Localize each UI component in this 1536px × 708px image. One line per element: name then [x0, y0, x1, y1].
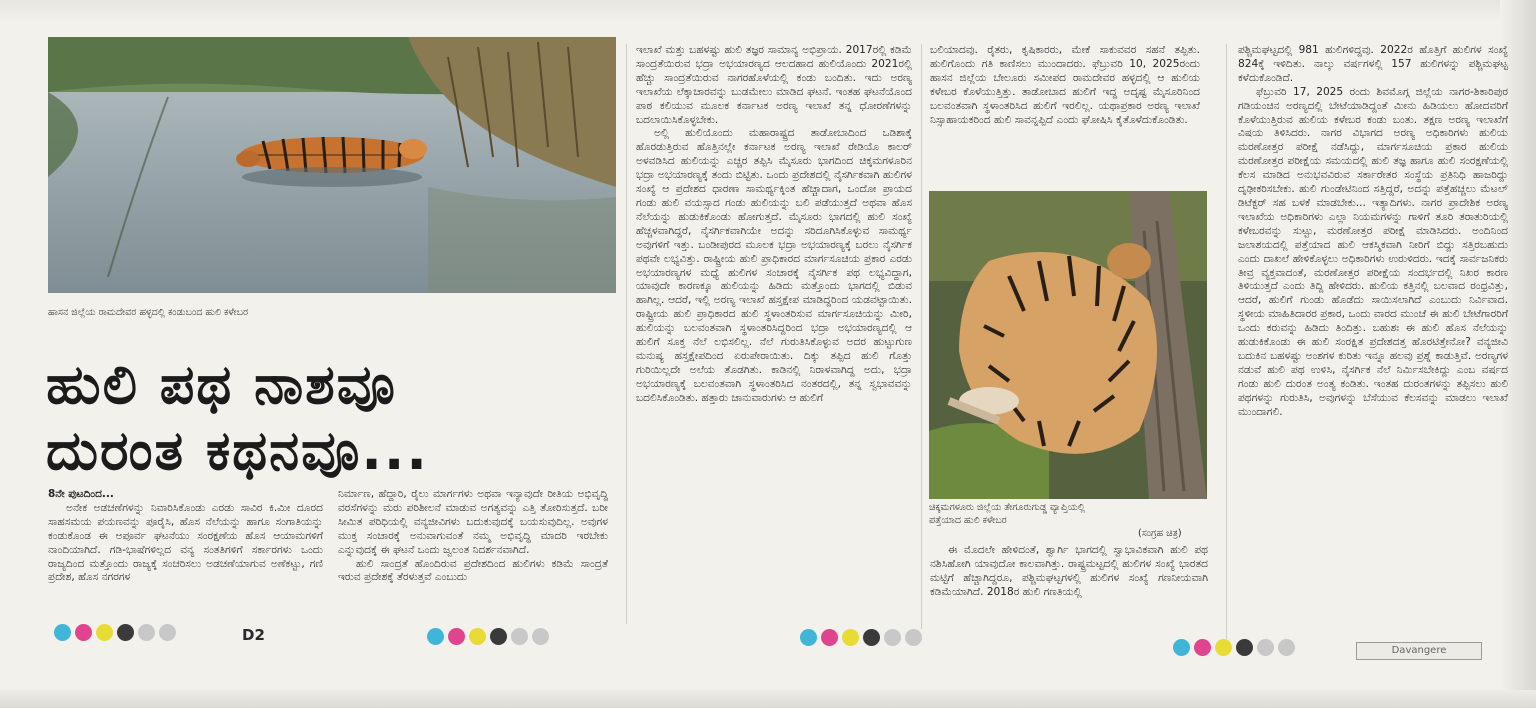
register-dot	[138, 624, 155, 641]
photo2-caption: ಚಿಕ್ಕಮಗಳೂರು ಜಿಲ್ಲೆಯ ತೇಗೂರುಗುಡ್ಡ ವ್ಯಾಪ್ತಿಯಲ್ಲಿ ಪತ್ತೆಯಾದ ಹುಲಿ ಕಳೇಬರ	[929, 502, 1085, 526]
article-paragraph: ಅನೇಕ ಅಡಚಣೆಗಳನ್ನು ನಿವಾರಿಸಿಕೊಂಡು ಎರಡು ಸಾವಿರ ಕಿ.ಮೀ ದೂರದ ಸಾಹಸಮಯ ಪಯಣವನ್ನು ಪೂರೈಸಿ, ಹೊಸ ನೆಲೆಯನ್ನು ಹಾಗೂ ಸಂಗಾತಿಯನ್ನು ಕಂಡುಕೊಂಡ ಈ ಅಪೂರ್ವ ಘಟನೆಯು ಸಂರಕ್ಷಣೆಯ ಹೊಸ ಆಯಾಮಗಳಿಗೆ ನಾಂದಿಯಾಗಿದೆ. ಗಡಿ-ಭಾಷೆಗಳಿಲ್ಲದ ವನ್ಯ ಸಂತತಿಗಳಿಗೆ ಸರ್ಕಾರಗಳು ಒಂದು ರಾಜ್ಯದಿಂದ ಮತ್ತೊಂದು ರಾಜ್ಯಕ್ಕೆ ಸಂಚರಿಸಲು ಅಡಚಣೆಯಾಗುವ ಅಣೆಕಟ್ಟು, ಗಣಿ ಪ್ರದೇಶ, ಹೊಸ ನಗರಗಳ	[48, 501, 323, 584]
headline-line2: ದುರಂತ ಕಥನವೂ...	[46, 419, 429, 482]
register-dot	[1278, 639, 1295, 656]
article-column-4	[930, 44, 1200, 184]
register-dot	[469, 628, 486, 645]
register-dot	[884, 629, 901, 646]
tiger-carcass-forest-photo	[929, 191, 1207, 499]
register-marks	[427, 628, 549, 645]
edition-label: Davangere	[1356, 642, 1482, 660]
register-dot	[159, 624, 176, 641]
register-dot	[511, 628, 528, 645]
register-dot	[75, 624, 92, 641]
article-column-3	[636, 44, 912, 622]
register-dot	[1257, 639, 1274, 656]
register-dot	[863, 629, 880, 646]
article-paragraph: ಫೆಬ್ರುವರಿ 17, 2025 ರಂದು ಶಿವಮೊಗ್ಗ ಜಿಲ್ಲೆಯ ನಾಗರ-ಶಿಕಾರಿಪುರ ಗಡಿಯಂಚಿನ ಅರಣ್ಯದಲ್ಲಿ ಬೇಟೆಯಾಡಿದ್ದಂತೆ ಮೀನು ಹಿಡಿಯಲು ಹೋದವರಿಗೆ ಕೊಳೆಯುತ್ತಿರುವ ಹುಲಿಯ ಕಳೇಬರ ಕಂಡು ಬಂತು. ತಕ್ಷಣ ಅರಣ್ಯ ಇಲಾಖೆಗೆ ವಿಷಯ ತಿಳಿಸಿದರು. ನಾಗರ ವಿಭಾಗದ ಅರಣ್ಯ ಅಧಿಕಾರಿಗಳು ಹುಲಿಯ ಮರಣೋತ್ತರ ಪರೀಕ್ಷೆ ನಡೆಸಿದ್ದು, ಮಾರ್ಗಸೂಚಿಯ ಪ್ರಕಾರ ಹುಲಿಯ ಮರಣೋತ್ತರ ಪರೀಕ್ಷೆಯ ಸಮಯದಲ್ಲಿ ಹುಲಿ ತಜ್ಞ ಹಾಗೂ ಹುಲಿ ಸಂರಕ್ಷಣೆಯಲ್ಲಿ ಕೆಲಸ ಮಾಡಿದ ಅನುಭವವಿರುವ ಸರ್ಕಾರೇತರ ಸಂಸ್ಥೆಯ ಪ್ರತಿನಿಧಿ ಹಾಜರಿದ್ದು ದೃಢೀಕರಿಸಬೇಕು. ಹುಲಿ ಗುಂಡೇಟಿನಿಂದ ಸತ್ತಿದ್ದರೆ, ಅದನ್ನು ಪತ್ತೆಹಚ್ಚಲು ಮೆಟಲ್ ಡಿಟೆಕ್ಟರ್ ಸಹ ಬಳಕೆ ಮಾಡಬೇಕು... ಇತ್ಯಾದಿಗಳು. ನಾಗರ ಪ್ರಾದೇಶಿಕ ಅರಣ್ಯ ಇಲಾಖೆಯ ಅಧಿಕಾರಿಗಳು ಎಲ್ಲಾ ನಿಯಮಗಳನ್ನು ಗಾಳಿಗೆ ತೂರಿ ತರಾತುರಿಯಲ್ಲಿ ಕಳೇಬರವನ್ನು ಸುಟ್ಟು, ಮರಣೋತ್ತರ ಪರೀಕ್ಷೆ ಮಾಡಿಸಿದರು. ಅಂದಿನಿಂದ ಜಲಾಶಯದಲ್ಲಿ ಪತ್ತೆಯಾದ ಹುಲಿ ಆಕಸ್ಮಿಕವಾಗಿ ನೀರಿಗೆ ಬಿದ್ದು ಸತ್ತಿರಬಹುದು ಎಂದು ದಾಖಲೆ ಹೇಳಿಕೊಳ್ಳಲು ಅಧಿಕಾರಿಗಳು ಉರುಳಿದರು. ಇದಕ್ಕೆ ಸಾರ್ವಜನಿಕರು ತೀವ್ರ ವ್ಯಕ್ತವಾದಂತೆ, ಮರಣೋತ್ತರ ಪರೀಕ್ಷೆಯ ಸಂದರ್ಭದಲ್ಲಿ ನಿಖರ ಕಾರಣ ತಿಳಿಯುತ್ತದೆ ಎಂದು ತಿದ್ದಿ ಹೇಳಿದರು. ಹುಲಿಯ ಕತ್ತಿನಲ್ಲಿ ಬಲವಾದ ರಂಧ್ರವಿತ್ತು, ಆದರೆ, ಹುಲಿಗೆ ಗುಂಡು ಹೊಡೆದು ಸಾಯಿಸಲಾಗಿದೆ ಎಂಬುದು ನಿರ್ವಿವಾದ. ಸ್ಥಳೀಯ ಮಾಹಿತಿದಾರರ ಪ್ರಕಾರ, ಒಂದು ವಾರದ ಮುಂಚೆ ಈ ಹುಲಿ ಬೇಟೆಗಾರರಿಗೆ ಒಂದು ಕರುವನ್ನು ಹಿಡಿದು ತಿಂದಿತ್ತು. ಬಹುಶಃ ಈ ಹುಲಿ ಹೊಸ ನೆಲೆಯನ್ನು ಹುಡುಕಿಕೊಂಡು ಈ ಹುಲಿ ಸಂರಕ್ಷಿತ ಪ್ರದೇಶದತ್ತ ಹೊರಟಿತ್ತೇನೋ? ವನ್ಯಜೀವಿ ಬದುಕಿನ ಬಹಳಷ್ಟು ಅಂಶಗಳ ಕುರಿತು ಇನ್ನೂ ಹಲವು ಪ್ರಶ್ನೆ ಕಾಡುತ್ತಿವೆ. ಅರಣ್ಯಗಳ ನಡುವೆ ಹುಲಿ ಪಥ ಉಳಿಸಿ, ನೈಸರ್ಗಿಕ ನೆಲೆ ನಿರ್ಮಿಸಬೇಕಿದ್ದು ಎಂಬ ವರ್ಷದ ಗಂಡು ಹುಲಿ ದುರಂತ ಅಂತ್ಯ ಕಂಡಿತು. ಇಂತಹ ದುರಂತಗಳನ್ನು ತಪ್ಪಿಸಲು ಹುಲಿ ಪಥಗಳನ್ನು ಗುರುತಿಸಿ, ಅವುಗಳನ್ನು ಬೆಸೆಯುವ ಕೆಲಸವನ್ನು ಮಾಡಲು ಇಲಾಖೆ ಮುಂದಾಗಲಿ.	[1238, 85, 1508, 418]
article-paragraph: ಇಲಾಖೆ ಮತ್ತು ಬಹಳಷ್ಟು ಹುಲಿ ತಜ್ಞರ ಸಾಮಾನ್ಯ ಅಭಿಪ್ರಾಯ. 2017ರಲ್ಲಿ ಕಡಿಮೆ ಸಾಂದ್ರತೆಯಿರುವ ಭದ್ರಾ ಅಭಯಾರಣ್ಯದ ಆಲದಹಾದ ಹುಲಿಯೊಂದು 2021ರಲ್ಲಿ ಹೆಚ್ಚು ಸಾಂದ್ರತೆಯಿರುವ ನಾಗರಹೊಳೆಯಲ್ಲಿ ಕಂಡು ಬಂದಿತು. ಇದು ಅರಣ್ಯ ಇಲಾಖೆಯ ಲೆಕ್ಕಾಚಾರವನ್ನು ಬುಡಮೇಲು ಮಾಡಿದ ಘಟನೆ. ಇಂತಹ ಘಟನೆಯೊಂದ ಪಾಠ ಕಲಿಯುವ ಮೂಲಕ ಕರ್ನಾಟಕ ಅರಣ್ಯ ಇಲಾಖೆ ತನ್ನ ಧೋರಣೆಗಳನ್ನು ಬದಲಾಯಿಸಿಕೊಳ್ಳಬೇಕು.	[636, 44, 912, 126]
headline-line1: ಹುಲಿ ಪಥ ನಾಶವೂ	[46, 353, 397, 416]
article-column-4-continued	[930, 544, 1208, 624]
photo1-caption: ಹಾಸನ ಜಿಲ್ಲೆಯ ರಾಮದೇವರ ಹಳ್ಳದಲ್ಲಿ ಕಂಡುಬಂದ ಹುಲಿ ಕಳೇಬರ	[48, 307, 249, 318]
column-rule	[626, 44, 627, 624]
bottom-shadow	[0, 690, 1536, 708]
tiger-carcass-water-photo	[48, 37, 616, 293]
article-paragraph: ಈ ಮೊದಲೇ ಹೇಳಿದಂತೆ, ಶ್ವಾರ್ಗಿ ಭಾಗದಲ್ಲಿ ಸ್ವಾಭಾವಿಕವಾಗಿ ಹುಲಿ ಪಥ ನಶಿಸಿಹೋಗಿ ಯಾವುದೋ ಕಾಲವಾಗಿತ್ತು. ರಾಷ್ಟ್ರಮಟ್ಟದಲ್ಲಿ ಹುಲಿಗಳ ಸಂಖ್ಯೆ ಭಾರತದ ಮಟ್ಟಿಗೆ ಹೆಚ್ಚಾಗಿದ್ದರೂ, ಪಶ್ಚಿಮಘಟ್ಟಗಳಲ್ಲಿ ಹುಲಿಗಳ ಸಂಖ್ಯೆ ಗಣನೀಯವಾಗಿ ಕಡಿಮೆಯಾಗಿದೆ. 2018ರ ಹುಲಿ ಗಣತಿಯಲ್ಲಿ	[930, 544, 1208, 598]
paper-fold-shadow	[0, 0, 1536, 22]
register-dot	[117, 624, 134, 641]
article-paragraph: ನಿರ್ಮಾಣ, ಹೆದ್ದಾರಿ, ರೈಲು ಮಾರ್ಗಗಳು ಅಥವಾ ಇನ್ಯಾವುದೇ ರೀತಿಯ ಅಭಿವೃದ್ಧಿ ವರಸೆಗಳನ್ನು ಮರು ಪರಿಶೀಲನೆ ಮಾಡುವ ಅಗತ್ಯವನ್ನು ಎತ್ತಿ ತೋರಿಸುತ್ತದೆ. ಬರೀ ಸೀಮಿತ ಪರಿಧಿಯಲ್ಲಿ ವನ್ಯಜೀವಿಗಳು ಬದುಕುವುದಕ್ಕೆ ಬಯಸುವುದಿಲ್ಲ. ಅವುಗಳ ಮುಕ್ತ ಸಂಚಾರಕ್ಕೆ ಅನುವಾಗುವಂತೆ ನಮ್ಮ ಅಭಿವೃದ್ಧಿ ಮಾದರಿ ಇರಬೇಕು ಎನ್ನುವುದಕ್ಕೆ ಈ ಘಟನೆ ಒಂದು ಜ್ವಲಂತ ನಿದರ್ಶನವಾಗಿದೆ.	[338, 488, 608, 556]
article-paragraph: ಬಲಿಯಾದವು. ರೈತರು, ಕೃಷಿಕಾರರು, ಮೇಕೆ ಸಾಕುವವರ ಸಹನೆ ತಪ್ಪಿತು. ಹುಲಿಗೊಂದು ಗತಿ ಕಾಣಿಸಲು ಮುಂದಾದರು. ಫೆಬ್ರುವರಿ 10, 2025ರಂದು ಹಾಸನ ಜಿಲ್ಲೆಯ ಬೇಲೂರು ಸಮೀಪದ ರಾಮದೇವರ ಹಳ್ಳದಲ್ಲಿ ಆ ಹುಲಿಯ ಕಳೇಬರ ಕೊಳೆಯುತ್ತಿತ್ತು. ತಾಡೋಬಾದ ಹುಲಿಗೆ ಇದ್ದ ಅದೃಷ್ಟ ಮೈಸೂರಿನಿಂದ ಬಲವಂತವಾಗಿ ಸ್ಥಳಾಂತರಿಸಿದ ಹುಲಿಗೆ ಇರಲಿಲ್ಲ. ಯಥಾಪ್ರಕಾರ ಅರಣ್ಯ ಇಲಾಖೆ ನಿಸ್ಸಾಹಾಯಕರಿಂದ ಹುಲಿ ಸಾವನ್ನಪ್ಪಿದೆ ಎಂದು ಘೋಷಿಸಿ ಕೈತೊಳೆದುಕೊಂಡಿತು.	[930, 44, 1200, 126]
register-marks	[54, 624, 176, 641]
register-dot	[821, 629, 838, 646]
article-column-2	[338, 488, 608, 620]
article-column-1	[48, 488, 323, 620]
register-dot	[448, 628, 465, 645]
register-dot	[1236, 639, 1253, 656]
page-number: D2	[242, 626, 265, 644]
register-dot	[1194, 639, 1211, 656]
register-dot	[800, 629, 817, 646]
column-rule	[921, 44, 922, 629]
register-dot	[427, 628, 444, 645]
register-marks	[800, 629, 922, 646]
register-dot	[490, 628, 507, 645]
register-dot	[905, 629, 922, 646]
column-rule	[1226, 44, 1227, 639]
register-dot	[1215, 639, 1232, 656]
article-paragraph: ಹುಲಿ ಸಾಂದ್ರತೆ ಹೊಂದಿರುವ ಪ್ರದೇಶದಿಂದ ಹುಲಿಗಳು ಕಡಿಮೆ ಸಾಂದ್ರತೆ ಇರುವ ಪ್ರದೇಶಕ್ಕೆ ತೆರಳುತ್ತವೆ ಎಂಬುದು	[338, 557, 608, 584]
article-column-5	[1238, 44, 1508, 637]
continued-dateline: 8ನೇ ಪುಟದಿಂದ...	[48, 488, 114, 500]
register-dot	[1173, 639, 1190, 656]
register-dot	[842, 629, 859, 646]
headline	[46, 352, 606, 484]
photo2-credit: (ಸಂಗ್ರಹ ಚಿತ್ರ)	[1138, 528, 1182, 539]
register-dot	[532, 628, 549, 645]
register-marks	[1173, 639, 1295, 656]
register-dot	[96, 624, 113, 641]
article-paragraph: ಅಲ್ಲಿ ಹುಲಿಯೊಂದು ಮಹಾರಾಷ್ಟ್ರದ ತಾಡೋಬಾದಿಂದ ಒಡಿಶಾಕ್ಕೆ ಹೊರಡುತ್ತಿರುವ ಹೊತ್ತಿನಲ್ಲೇ ಕರ್ನಾಟಕ ಅರಣ್ಯ ಇಲಾಖೆ ರೇಡಿಯೊ ಕಾಲರ್ ಅಳವಡಿಸಿದ ಹುಲಿಯನ್ನು ಎಚ್ಚರ ತಪ್ಪಿಸಿ ಮೈಸೂರು ಭಾಗದಿಂದ ಚಿಕ್ಕಮಗಳೂರಿನ ಭದ್ರಾ ಅಭಯಾರಣ್ಯಕ್ಕೆ ತಂದು ಬಿಟ್ಟಿತು. ಒಂದು ಪ್ರದೇಶದಲ್ಲಿ ನೈಸರ್ಗಿಕವಾಗಿ ಹುಲಿಗಳ ಸಂಖ್ಯೆ ಆ ಪ್ರದೇಶದ ಧಾರಣಾ ಸಾಮರ್ಥ್ಯಕ್ಕಿಂತ ಹೆಚ್ಚಾದಾಗ, ಒಂದೋ ಪ್ರಾಯದ ಗಂಡು ಹುಲಿ ವಯಸ್ಸಾದ ಗಂಡು ಹುಲಿಯನ್ನು ಬಲಿ ಪಡೆಯುತ್ತದೆ ಅಥವಾ ಹೊಸ ನೆಲೆಯನ್ನು ಹುಡುಕಿಕೊಂಡು ಹೋಗುತ್ತದೆ. ಮೈಸೂರು ಭಾಗದಲ್ಲಿ ಹುಲಿ ಸಂಖ್ಯೆ ಹೆಚ್ಚಳವಾಗಿದ್ದರೆ, ನೈಸರ್ಗಿಕವಾಗಿಯೇ ಅದನ್ನು ಸರಿದೂಗಿಸಿಕೊಳ್ಳುವ ಸಾಮರ್ಥ್ಯ ಅವುಗಳಿಗೆ ಇತ್ತು. ಬಂಡೀಪುರದ ಮೂಲಕ ಭದ್ರಾ ಅಭಯಾರಣ್ಯಕ್ಕೆ ಬರಲು ನೈಸರ್ಗಿಕ ಪಥವೇ ಲಭ್ಯವಿತ್ತು. ರಾಷ್ಟ್ರೀಯ ಹುಲಿ ಪ್ರಾಧಿಕಾರದ ಮಾರ್ಗಸೂಚಿಯ ಪ್ರಕಾರ ಎರಡು ಅಭಯಾರಣ್ಯಗಳ ಮಧ್ಯೆ ಹುಲಿಗಳ ಸಂಚಾರಕ್ಕೆ ನೈಸರ್ಗಿಕ ಪಥ ಲಭ್ಯವಿದ್ದಾಗ, ಯಾವುದೇ ಕಾರಣಕ್ಕೂ ಹುಲಿಯನ್ನು ಹಿಡಿದು ಮತ್ತೊಂದು ಭಾಗದಲ್ಲಿ ಬಿಡುವ ಹಾಗಿಲ್ಲ. ಆದರೆ, ಇಲ್ಲಿ ಅರಣ್ಯ ಇಲಾಖೆ ಹಸ್ತಕ್ಷೇಪ ಮಾಡಿದ್ದರಿಂದ ಯಡವಟ್ಟಾಯಿತು. ರಾಷ್ಟ್ರೀಯ ಹುಲಿ ಪ್ರಾಧಿಕಾರದ ಹುಲಿ ಸ್ಥಳಾಂತರಿಸುವ ಮಾರ್ಗಸೂಚಿಯನ್ನು ಮೀರಿ, ಹುಲಿಯನ್ನು ಬಲವಂತವಾಗಿ ಸ್ಥಳಾಂತರಿಸಿದ್ದರಿಂದ ಭದ್ರಾ ಅಭಯಾರಣ್ಯದಲ್ಲಿ ಆ ಹುಲಿಗೆ ಸೂಕ್ತ ನೆಲೆ ಲಭಿಸಲಿಲ್ಲ. ನೆಲೆ ಗುರುತಿಸಿಕೊಳ್ಳುವ ಅದರ ಹುಟ್ಟುಗುಣ ಮನುಷ್ಯ ಹಸ್ತಕ್ಷೇಪದಿಂದ ಏರುಪೇರಾಯಿತು. ದಿಕ್ಕು ತಪ್ಪಿದ ಹುಲಿ ಗೊತ್ತು ಗುರಿಯಿಲ್ಲದೇ ಅಲೆಯ ತೊಡಗಿತು. ಕಾಡಿನಲ್ಲಿ ನಿರಾಳವಾಗಿದ್ದ ಅದು, ಭದ್ರಾ ಅಭಯಾರಣ್ಯಕ್ಕೆ ಬಲವಂತವಾಗಿ ಸ್ಥಳಾಂತರಿಸಿದ ನಂತರದಲ್ಲಿ, ತನ್ನ ಸ್ವಭಾವವನ್ನು ಬದಲಿಸಿಕೊಂಡಿತು. ಹತ್ತಾರು ಜಾನುವಾರುಗಳು ಆ ಹುಲಿಗೆ	[636, 127, 912, 404]
article-paragraph: ಪಶ್ಚಿಮಘಟ್ಟದಲ್ಲಿ 981 ಹುಲಿಗಳಿದ್ದವು. 2022ರ ಹೊತ್ತಿಗೆ ಹುಲಿಗಳ ಸಂಖ್ಯೆ 824ಕ್ಕೆ ಇಳಿದಿತು. ನಾಲ್ಕು ವರ್ಷಗಳಲ್ಲಿ 157 ಹುಲಿಗಳನ್ನು ಪಶ್ಚಿಮಘಟ್ಟ ಕಳೆದುಕೊಂಡಿದೆ.	[1238, 44, 1508, 84]
register-dot	[54, 624, 71, 641]
